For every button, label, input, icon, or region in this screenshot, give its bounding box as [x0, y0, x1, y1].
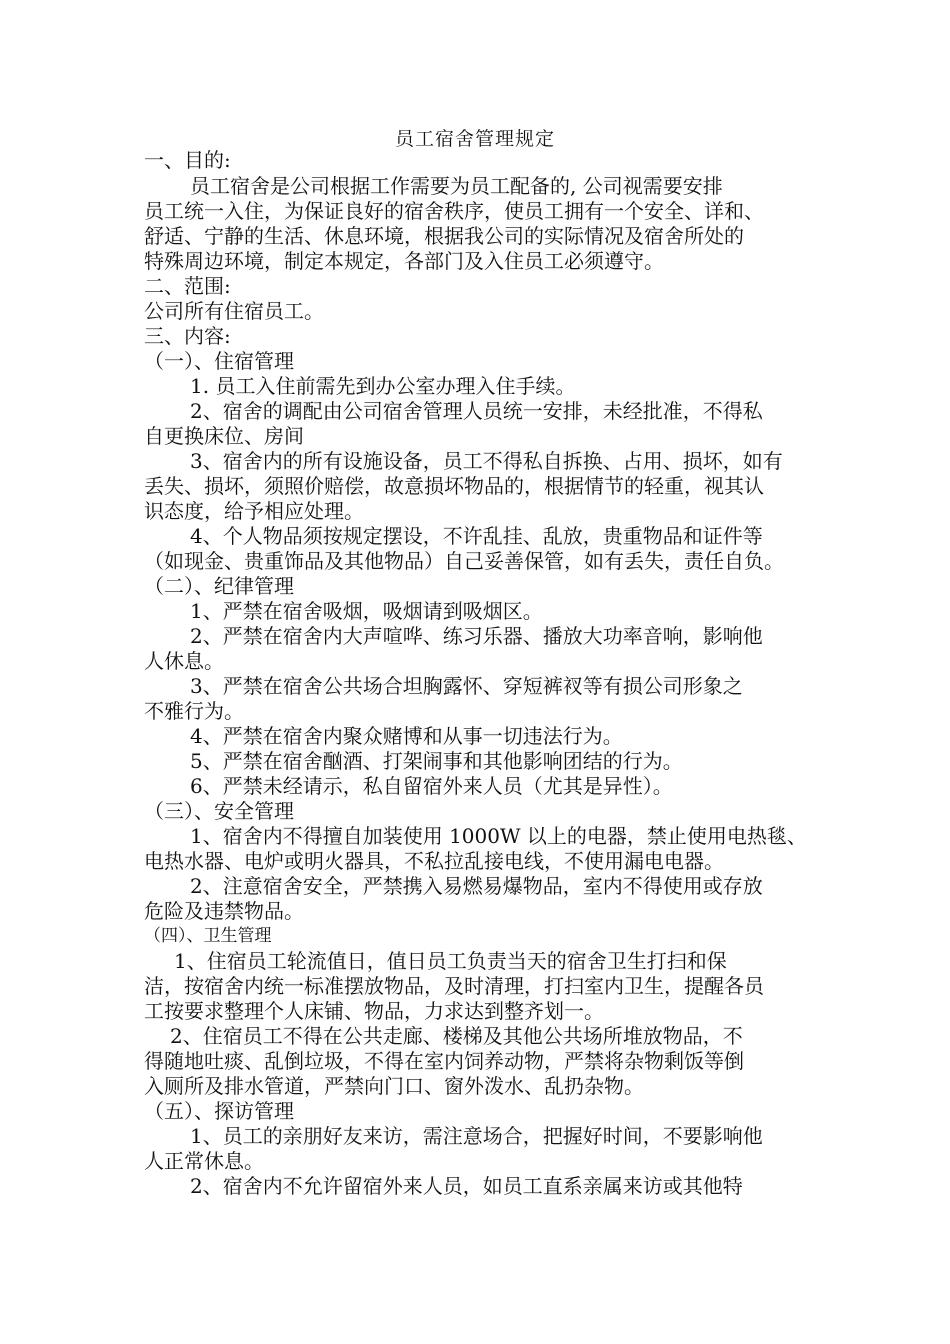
- paragraph-line: 公司所有住宿员工。: [144, 299, 324, 323]
- list-item-line: 危险及违禁物品。: [144, 899, 304, 923]
- section-heading-content: 三、内容:: [144, 324, 231, 348]
- section-heading-purpose: 一、目的:: [144, 148, 231, 172]
- list-item-line: 6、严禁未经请示，私自留宿外来人员（尤其是异性）。: [190, 774, 673, 798]
- list-item-line: 2、宿舍内不允许留宿外来人员，如员工直系亲属来访或其他特: [190, 1174, 743, 1198]
- subsection-heading-safety: （三）、安全管理: [144, 799, 294, 823]
- list-item-line: 2、严禁在宿舍内大声喧哗、练习乐器、播放大功率音响，影响他: [190, 624, 763, 648]
- list-item-line: 电热水器、电炉或明火器具，不私拉乱接电线，不使用漏电电器。: [144, 849, 724, 873]
- list-item-line: 4、严禁在宿舍内聚众赌博和从事一切违法行为。: [190, 724, 623, 748]
- list-item-line: 洁，按宿舍内统一标准摆放物品，及时清理，打扫室内卫生，提醒各员: [144, 974, 764, 998]
- subsection-heading-hygiene: （四）、卫生管理: [144, 926, 272, 946]
- list-item-line: 人休息。: [144, 649, 224, 673]
- paragraph-line: 舒适、宁静的生活、休息环境，根据我公司的实际情况及宿舍所处的: [144, 224, 744, 248]
- list-item-line: 5、严禁在宿舍酗酒、打架闹事和其他影响团结的行为。: [190, 749, 683, 773]
- list-item-line: 识态度，给予相应处理。: [144, 499, 364, 523]
- list-item-line: 丢失、损坏，须照价赔偿，故意损坏物品的，根据情节的轻重，视其认: [144, 474, 764, 498]
- list-item-line: （如现金、贵重饰品及其他物品）自己妥善保管，如有丢失，责任自负。: [144, 549, 784, 573]
- list-item-line: 1、宿舍内不得擅自加装使用 1000W 以上的电器，禁止使用电热毯、: [190, 824, 807, 848]
- list-item-line: 4、个人物品须按规定摆设，不许乱挂、乱放，贵重物品和证件等: [190, 524, 763, 548]
- list-item-line: 入厕所及排水管道，严禁向门口、窗外泼水、乱扔杂物。: [144, 1074, 644, 1098]
- list-item-line: 2、注意宿舍安全，严禁携入易燃易爆物品，室内不得使用或存放: [190, 874, 763, 898]
- list-item-line: 3、宿舍内的所有设施设备，员工不得私自拆换、占用、损坏，如有: [190, 449, 783, 473]
- document-title: 员工宿舍管理规定: [394, 128, 555, 150]
- list-item-line: 得随地吐痰、乱倒垃圾，不得在室内饲养动物，严禁将杂物剩饭等倒: [144, 1049, 744, 1073]
- subsection-heading-housing: （一）、住宿管理: [144, 349, 294, 373]
- list-item-line: 人正常休息。: [144, 1149, 264, 1173]
- paragraph-line: 员工统一入住，为保证良好的宿舍秩序，使员工拥有一个安全、详和、: [144, 199, 764, 223]
- paragraph-line: 特殊周边环境，制定本规定，各部门及入住员工必须遵守。: [144, 249, 664, 273]
- list-item-line: 工按要求整理个人床铺、物品，力求达到整齐划一。: [144, 999, 604, 1023]
- list-item-line: 不雅行为。: [144, 699, 244, 723]
- list-item-line: 3、严禁在宿舍公共场合坦胸露怀、穿短裤衩等有损公司形象之: [190, 674, 743, 698]
- list-item-line: 2、住宿员工不得在公共走廊、楼梯及其他公共场所堆放物品，不: [170, 1024, 743, 1048]
- list-item-line: 1、员工的亲朋好友来访，需注意场合，把握好时间，不要影响他: [190, 1124, 763, 1148]
- list-item-line: 1. 员工入住前需先到办公室办理入住手续。: [190, 374, 576, 398]
- list-item-line: 自更换床位、房间: [144, 424, 304, 448]
- section-heading-scope: 二、范围:: [144, 274, 231, 298]
- list-item-line: 2、宿舍的调配由公司宿舍管理人员统一安排，未经批准，不得私: [190, 399, 763, 423]
- subsection-heading-visits: （五）、探访管理: [144, 1099, 294, 1123]
- paragraph-line: 员工宿舍是公司根据工作需要为员工配备的, 公司视需要安排: [190, 174, 723, 198]
- list-item-line: 1、严禁在宿舍吸烟，吸烟请到吸烟区。: [190, 599, 543, 623]
- subsection-heading-discipline: （二）、纪律管理: [144, 574, 294, 598]
- list-item-line: 1、住宿员工轮流值日，值日员工负责当天的宿舍卫生打扫和保: [174, 949, 727, 973]
